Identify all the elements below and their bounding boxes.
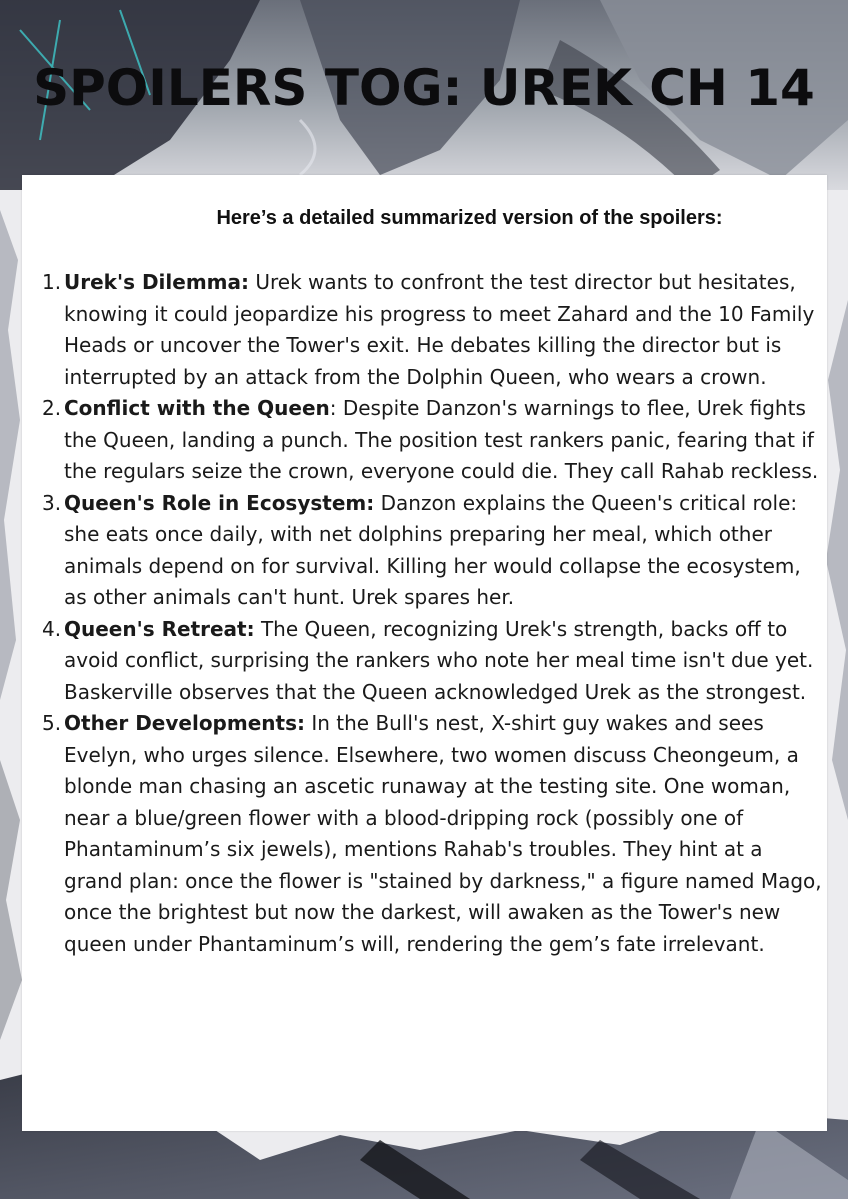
list-item <box>42 708 822 960</box>
list-item <box>42 393 822 488</box>
list-item <box>42 614 822 709</box>
page-title: SPOILERS TOG: UREK CH 14 <box>33 59 815 117</box>
item-text: In the Bull's nest, X-shirt guy wakes and sees Evelyn, who urges silence. Elsewhere, two women discuss Cheongeum, a blonde man chasing an ascetic runaway at the testing site. One woman, near a blue/green flower with a blood-dripping rock (possibly one of Phantaminum’s six jewels), mentions Rahab's troubles. They hint at a grand plan: once the flower is "stained by darkness," a figure named Mago, once the brightest but now the darkest, will awaken as the Tower's new queen under Phantaminum’s will, rendering the gem’s fate irrelevant. <box>64 711 822 956</box>
intro-heading: Here’s a detailed summarized version of the spoilers: <box>216 207 723 229</box>
item-text: The Queen, recognizing Urek's strength, backs off to avoid conflict, surprising the rankers who note her meal time isn't due yet. Baskerville observes that the Queen acknowledged Urek as the strongest. <box>64 616 814 704</box>
list-item <box>42 488 822 614</box>
item-number: 5. <box>42 711 62 735</box>
item-text: : Despite Danzon's warnings to flee, Urek fights the Queen, landing a punch. The position test rankers panic, fearing that if the regulars seize the crown, everyone could die. They call Rahab reckless. <box>64 396 819 483</box>
item-heading: Conflict with the Queen <box>64 396 330 420</box>
item-number: 2. <box>42 396 62 420</box>
list-item <box>42 267 822 393</box>
item-heading: Queen's Retreat: <box>64 616 255 641</box>
item-number: 3. <box>42 490 62 515</box>
item-heading: Other Developments: <box>64 711 305 735</box>
item-number: 4. <box>42 616 62 641</box>
item-text: Urek wants to confront the test director but hesitates, knowing it could jeopardize his progress to meet Zahard and the 10 Family Heads or uncover the Tower's exit. He debates killing the director but is interrupted by an attack from the Dolphin Queen, who wears a crown. <box>64 270 815 389</box>
item-text: Danzon explains the Queen's critical role: she eats once daily, with net dolphins preparing her meal, which other animals depend on for survival. Killing her would collapse the ecosystem, as other animals can't hunt. Urek spares her. <box>64 490 801 609</box>
item-heading: Urek's Dilemma: <box>64 270 250 294</box>
item-number: 1. <box>42 270 62 294</box>
summary-card <box>22 175 827 1131</box>
item-heading: Queen's Role in Ecosystem: <box>64 490 375 515</box>
spoiler-list <box>42 267 822 960</box>
